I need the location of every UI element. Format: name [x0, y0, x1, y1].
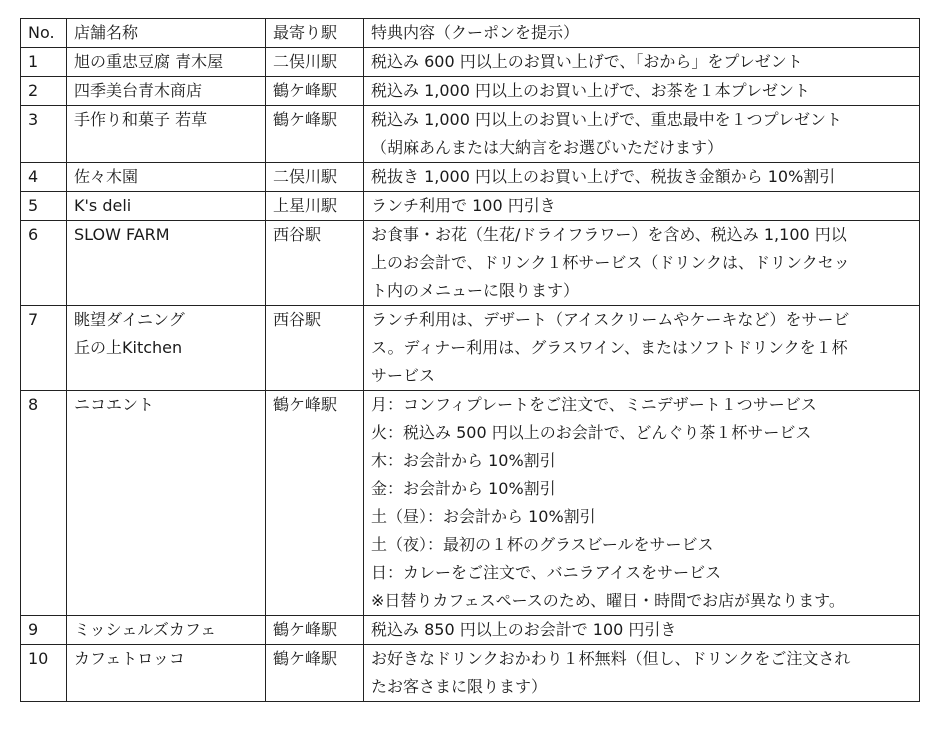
nearest-station-cell: 西谷駅	[266, 306, 364, 391]
store-name-line: カフェトロッコ	[74, 649, 185, 668]
benefit-line: 木：お会計から 10%割引	[371, 451, 556, 470]
header-store: 店舗名称	[67, 19, 266, 48]
nearest-station-cell: 二俣川駅	[266, 48, 364, 77]
benefit-cell	[364, 163, 920, 192]
table-row	[21, 391, 920, 616]
table-row	[21, 77, 920, 106]
nearest-station-cell: 鶴ケ峰駅	[266, 645, 364, 702]
store-name-line: K's deli	[74, 196, 132, 215]
nearest-station-cell: 鶴ケ峰駅	[266, 77, 364, 106]
benefit-cell	[364, 306, 920, 391]
table-body	[21, 48, 920, 702]
table-header-row	[21, 19, 920, 48]
table-row	[21, 616, 920, 645]
store-name-cell	[67, 391, 266, 616]
header-benefit: 特典内容（クーポンを提示）	[364, 19, 920, 48]
table-row	[21, 221, 920, 306]
store-name-cell	[67, 306, 266, 391]
store-name-line: 手作り和菓子 若草	[74, 110, 208, 129]
benefit-line: 金：お会計から 10%割引	[371, 479, 556, 498]
benefit-line: 月：コンフィプレートをご注文で、ミニデザート１つサービス	[371, 395, 817, 414]
benefit-line: お食事・お花（生花/ドライフラワー）を含め、税込み 1,100 円以	[371, 225, 847, 244]
benefit-cell	[364, 221, 920, 306]
benefit-line: ※日替りカフェスペースのため、曜日・時間でお店が異なります。	[371, 591, 845, 610]
nearest-station-cell: 二俣川駅	[266, 163, 364, 192]
header-no: No.	[21, 19, 67, 48]
row-number: 3	[21, 106, 67, 163]
store-name-cell	[67, 163, 266, 192]
store-name-line: ミッシェルズカフェ	[74, 620, 217, 639]
store-name-line: 旭の重忠豆腐 青木屋	[74, 52, 224, 71]
row-number: 1	[21, 48, 67, 77]
store-name-cell	[67, 192, 266, 221]
coupon-table	[20, 18, 920, 702]
row-number: 6	[21, 221, 67, 306]
store-name-cell	[67, 48, 266, 77]
row-number: 10	[21, 645, 67, 702]
benefit-cell	[364, 645, 920, 702]
store-name-line: SLOW FARM	[74, 225, 170, 244]
benefit-line: 日：カレーをご注文で、バニラアイスをサービス	[371, 563, 722, 582]
table-row	[21, 192, 920, 221]
benefit-line: 上のお会計で、ドリンク１杯サービス（ドリンクは、ドリンクセッ	[371, 253, 850, 272]
store-name-line: 四季美台青木商店	[74, 81, 203, 100]
benefit-line: 土（昼）：お会計から 10%割引	[371, 507, 596, 526]
table-row	[21, 645, 920, 702]
table-row	[21, 306, 920, 391]
row-number: 8	[21, 391, 67, 616]
store-name-cell	[67, 616, 266, 645]
store-name-line: 佐々木園	[74, 167, 139, 186]
benefit-line: ランチ利用は、デザート（アイスクリームやケーキなど）をサービ	[371, 310, 850, 329]
nearest-station-cell: 西谷駅	[266, 221, 364, 306]
row-number: 5	[21, 192, 67, 221]
benefit-line: サービス	[371, 366, 436, 385]
table-row	[21, 106, 920, 163]
store-name-line: 丘の上Kitchen	[74, 338, 183, 357]
benefit-line: お好きなドリンクおかわり１杯無料（但し、ドリンクをご注文され	[371, 649, 851, 668]
benefit-cell	[364, 616, 920, 645]
benefit-line: 税込み 1,000 円以上のお買い上げで、お茶を１本プレゼント	[371, 81, 811, 100]
benefit-line: ス。ディナー利用は、グラスワイン、またはソフトドリンクを１杯	[371, 338, 848, 357]
benefit-line: 税込み 600 円以上のお買い上げで、「おから」をプレゼント	[371, 52, 803, 71]
store-name-cell	[67, 221, 266, 306]
store-name-cell	[67, 106, 266, 163]
nearest-station-cell: 鶴ケ峰駅	[266, 106, 364, 163]
benefit-line: ランチ利用で 100 円引き	[371, 196, 556, 215]
benefit-line: たお客さまに限ります）	[371, 677, 548, 696]
benefit-cell	[364, 192, 920, 221]
benefit-line: 税込み 1,000 円以上のお買い上げで、重忠最中を１つプレゼント	[371, 110, 843, 129]
benefit-cell	[364, 48, 920, 77]
table-row	[21, 163, 920, 192]
benefit-line: 土（夜）：最初の１杯のグラスビールをサービス	[371, 535, 714, 554]
header-station: 最寄り駅	[266, 19, 364, 48]
table-row	[21, 48, 920, 77]
nearest-station-cell: 鶴ケ峰駅	[266, 616, 364, 645]
benefit-cell	[364, 391, 920, 616]
row-number: 4	[21, 163, 67, 192]
store-name-cell	[67, 645, 266, 702]
benefit-cell	[364, 77, 920, 106]
benefit-line: 税込み 850 円以上のお会計で 100 円引き	[371, 620, 677, 639]
row-number: 2	[21, 77, 67, 106]
benefit-line: 火：税込み 500 円以上のお会計で、どんぐり茶１杯サービス	[371, 423, 812, 442]
store-name-line: 眺望ダイニング	[74, 310, 185, 329]
benefit-line: 税抜き 1,000 円以上のお買い上げで、税抜き金額から 10%割引	[371, 167, 836, 186]
store-name-cell	[67, 77, 266, 106]
store-name-line: ニコエント	[74, 395, 155, 414]
row-number: 9	[21, 616, 67, 645]
row-number: 7	[21, 306, 67, 391]
nearest-station-cell: 鶴ケ峰駅	[266, 391, 364, 616]
benefit-line: ト内のメニューに限ります）	[371, 281, 580, 300]
benefit-line: （胡麻あんまたは大納言をお選びいただけます）	[371, 138, 724, 157]
nearest-station-cell: 上星川駅	[266, 192, 364, 221]
benefit-cell	[364, 106, 920, 163]
